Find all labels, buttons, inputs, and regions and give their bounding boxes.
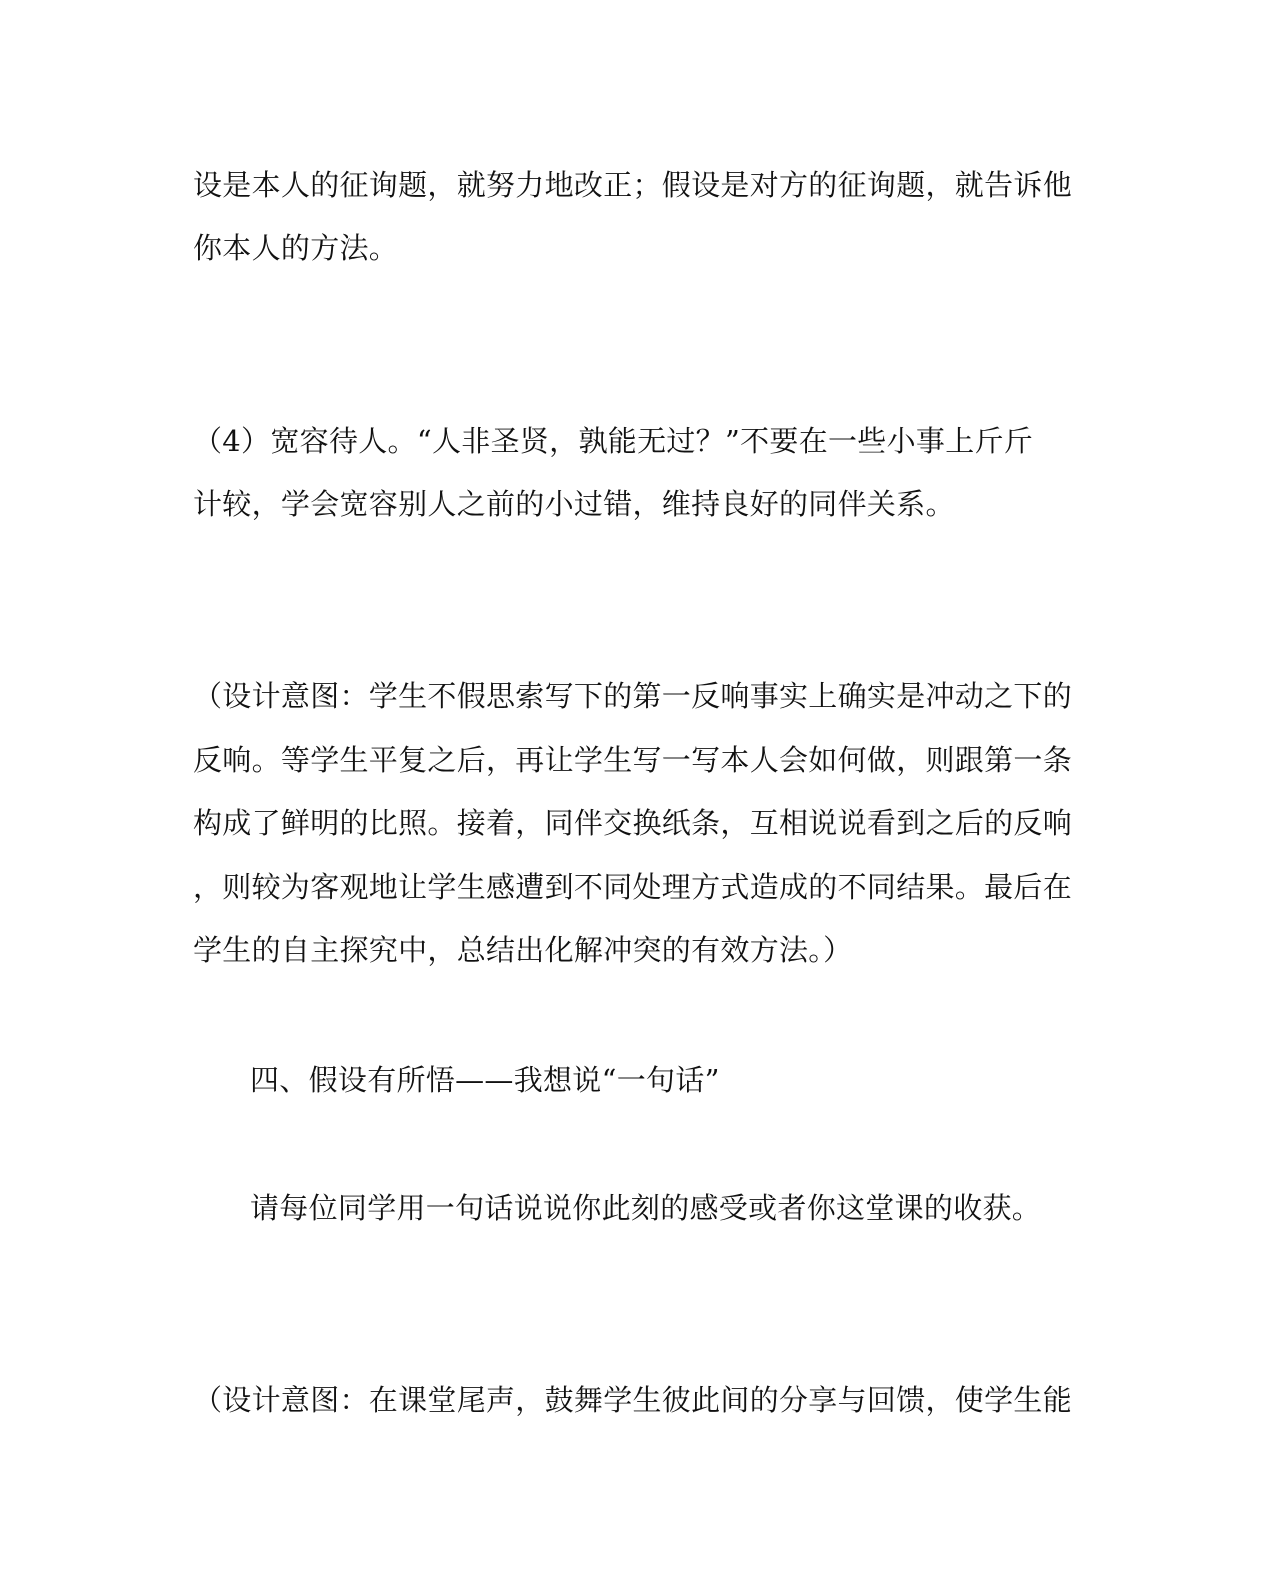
- paragraph-3-line-2: 反响。等学生平复之后，再让学生写一写本人会如何做，则跟第一条: [193, 743, 1073, 777]
- paragraph-3-line-4: ，则较为客观地让学生感遭到不同处理方式造成的不同结果。最后在: [193, 870, 1073, 904]
- paragraph-3-line-1: （设计意图：学生不假思索写下的第一反响事实上确实是冲动之下的: [193, 679, 1073, 713]
- paragraph-4: 请每位同学用一句话说说你此刻的感受或者你这堂课的收获。: [250, 1191, 1042, 1225]
- paragraph-1-line-2: 你本人的方法。: [193, 231, 399, 265]
- paragraph-1-line-1: 设是本人的征询题，就努力地改正；假设是对方的征询题，就告诉他: [193, 168, 1073, 202]
- paragraph-2-line-1: （4）宽容待人。“人非圣贤，孰能无过？”不要在一些小事上斤斤: [193, 424, 1034, 458]
- paragraph-2-line-2: 计较，学会宽容别人之前的小过错，维持良好的同伴关系。: [193, 487, 955, 521]
- paragraph-5-line-1: （设计意图：在课堂尾声，鼓舞学生彼此间的分享与回馈，使学生能: [193, 1383, 1073, 1417]
- paragraph-3-line-3: 构成了鲜明的比照。接着，同伴交换纸条，互相说说看到之后的反响: [193, 806, 1073, 840]
- paragraph-3-line-5: 学生的自主探究中，总结出化解冲突的有效方法。）: [193, 933, 853, 967]
- section-heading: 四、假设有所悟——我想说“一句话”: [250, 1063, 720, 1097]
